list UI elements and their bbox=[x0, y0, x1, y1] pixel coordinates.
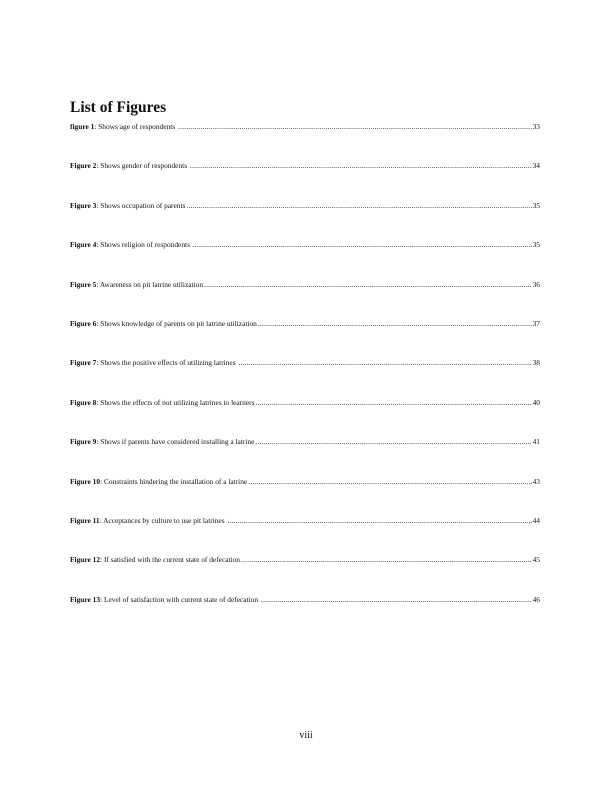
figure-label: figure 1 bbox=[70, 122, 95, 131]
figure-caption: : Shows if parents have considered installing a latrine bbox=[96, 437, 255, 447]
page-ref: 33 bbox=[532, 122, 540, 131]
figure-caption: : Shows the effects of not utilizing latrines to learners bbox=[96, 397, 255, 407]
page-ref: 35 bbox=[532, 240, 540, 250]
figure-caption: : Shows age of respondents bbox=[94, 122, 178, 131]
dot-leader bbox=[227, 516, 531, 526]
figure-label: Figure 9 bbox=[70, 437, 97, 447]
figure-label: Figure 8 bbox=[70, 397, 97, 407]
toc-entry[interactable] bbox=[70, 358, 540, 368]
figure-label: Figure 10 bbox=[70, 476, 101, 486]
page-ref: 36 bbox=[532, 279, 540, 289]
toc-entry[interactable] bbox=[70, 516, 540, 526]
dot-leader bbox=[186, 201, 531, 211]
toc-entry[interactable] bbox=[70, 555, 540, 565]
page-title: List of Figures bbox=[70, 99, 167, 116]
toc-entry[interactable] bbox=[70, 161, 540, 171]
dot-leader bbox=[193, 240, 532, 250]
dot-leader bbox=[178, 122, 532, 132]
figure-caption: : Shows religion of respondents bbox=[96, 240, 192, 250]
figure-caption: : Awareness on pit latrine utilization bbox=[96, 279, 204, 289]
figure-label: Figure 7 bbox=[70, 358, 97, 368]
dot-leader bbox=[238, 358, 531, 368]
page-ref: 44 bbox=[532, 516, 540, 525]
figure-caption: : Shows knowledge of parents on pit latrine utilization bbox=[96, 319, 257, 328]
page-ref: 40 bbox=[532, 397, 540, 407]
page-ref: 45 bbox=[532, 555, 540, 565]
figure-label: Figure 5 bbox=[70, 279, 97, 289]
toc-entry[interactable] bbox=[70, 201, 540, 211]
dot-leader bbox=[261, 595, 532, 605]
page-number: viii bbox=[299, 730, 313, 741]
toc-entry[interactable] bbox=[70, 437, 540, 447]
figure-label: Figure 3 bbox=[70, 200, 97, 210]
figure-label: Figure 4 bbox=[70, 240, 97, 250]
toc-entry[interactable] bbox=[70, 319, 540, 329]
toc-entry[interactable] bbox=[70, 477, 540, 487]
page-ref: 35 bbox=[532, 200, 540, 210]
dot-leader bbox=[248, 477, 531, 487]
toc-entry[interactable] bbox=[70, 240, 540, 250]
figure-label: Figure 13 bbox=[70, 594, 101, 604]
figure-caption: : Shows occupation of parents bbox=[96, 200, 186, 210]
figure-caption: : Shows gender of respondents bbox=[96, 161, 189, 171]
figure-caption: : Level of satisfaction with current state of defecation bbox=[100, 594, 260, 604]
dot-leader bbox=[241, 555, 532, 565]
toc-entry[interactable] bbox=[70, 280, 540, 290]
figure-caption: : Constraints hindering the installation of a latrine bbox=[100, 476, 248, 486]
figure-label: Figure 6 bbox=[70, 319, 97, 328]
figure-label: Figure 2 bbox=[70, 161, 97, 171]
dot-leader bbox=[204, 280, 532, 290]
page-ref: 38 bbox=[532, 358, 540, 368]
dot-leader bbox=[255, 398, 531, 408]
page-ref: 34 bbox=[532, 161, 540, 171]
figure-label: Figure 11 bbox=[70, 516, 100, 525]
page-ref: 46 bbox=[532, 594, 540, 604]
figure-caption: : Acceptances by culture to use pit latrines bbox=[99, 516, 227, 525]
dot-leader bbox=[258, 319, 532, 329]
page-ref: 41 bbox=[532, 437, 540, 447]
dot-leader bbox=[255, 437, 531, 447]
toc-entry[interactable] bbox=[70, 122, 540, 132]
figure-caption: : Shows the positive effects of utilizing latrines bbox=[96, 358, 238, 368]
toc-entry[interactable] bbox=[70, 595, 540, 605]
figure-caption: : If satisfied with the current state of defecation bbox=[100, 555, 241, 565]
page-ref: 37 bbox=[532, 319, 540, 328]
figure-label: Figure 12 bbox=[70, 555, 101, 565]
toc-entry[interactable] bbox=[70, 398, 540, 408]
dot-leader bbox=[190, 161, 532, 171]
page-ref: 43 bbox=[532, 476, 540, 486]
